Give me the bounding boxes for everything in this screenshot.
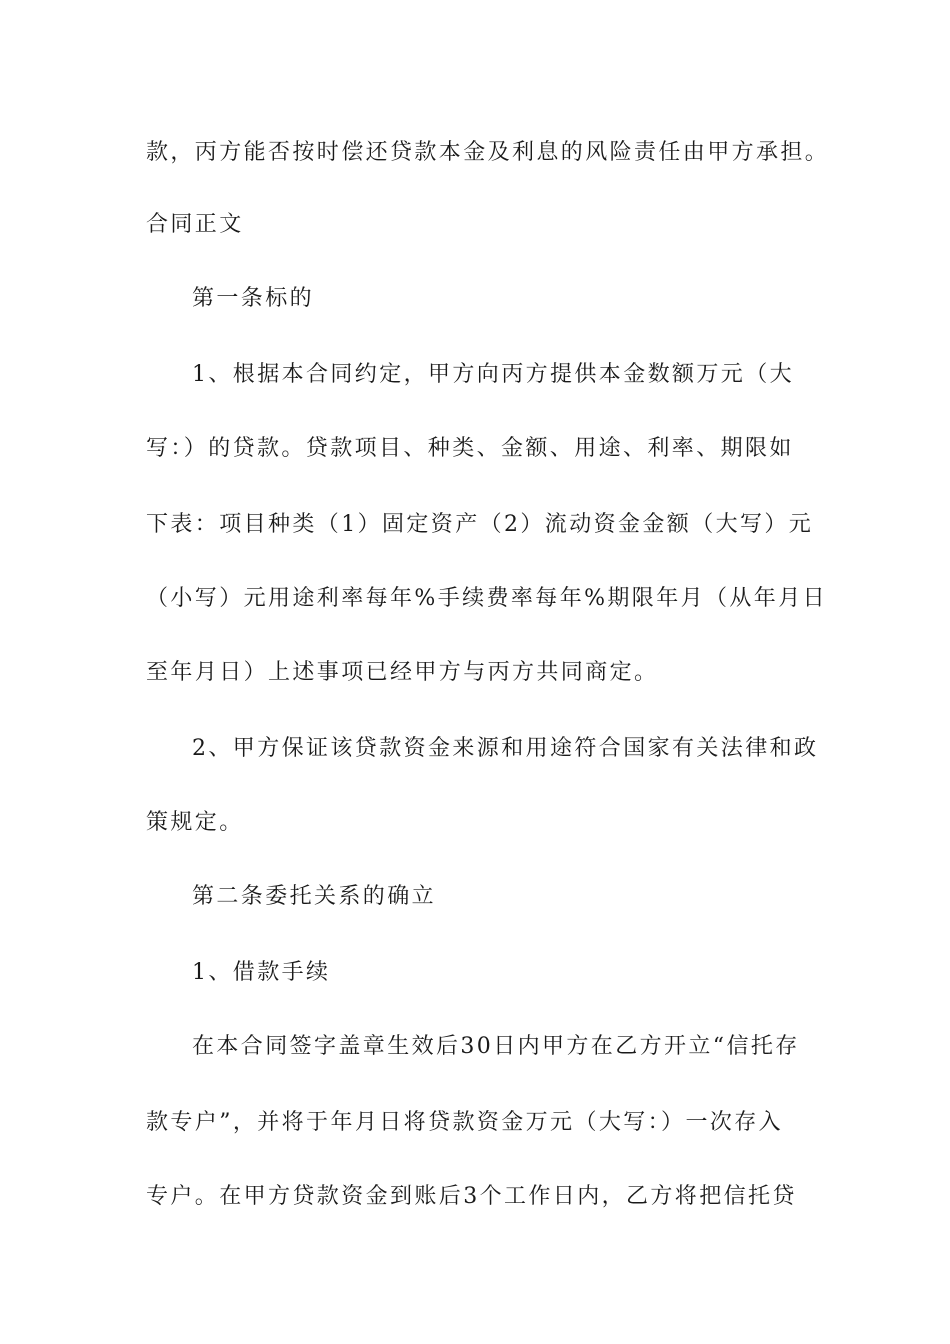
text-line-15: 专户。在甲方贷款资金到账后3个工作日内，乙方将把信托贷 <box>146 1184 797 1209</box>
text-line-8: 至年月日）上述事项已经甲方与丙方共同商定。 <box>146 660 659 685</box>
text-line-4: 1、根据本合同约定，甲方向丙方提供本金数额万元（大 <box>192 362 794 387</box>
article-heading-2: 第二条委托关系的确立 <box>192 884 437 909</box>
subsection-heading-1: 1、借款手续 <box>192 960 331 985</box>
text-line-7: （小写）元用途利率每年%手续费率每年%期限年月（从年月日 <box>146 586 828 611</box>
text-line-9: 2、甲方保证该贷款资金来源和用途符合国家有关法律和政 <box>192 736 819 761</box>
text-line-5: 写：）的贷款。贷款项目、种类、金额、用途、利率、期限如 <box>146 436 794 461</box>
text-line-1: 款，丙方能否按时偿还贷款本金及利息的风险责任由甲方承担。 <box>146 140 830 165</box>
text-line-14: 款专户”，并将于年月日将贷款资金万元（大写：）一次存入 <box>146 1110 784 1135</box>
text-line-10: 策规定。 <box>146 810 244 835</box>
section-heading-contract-body: 合同正文 <box>146 212 244 237</box>
article-heading-1: 第一条标的 <box>192 286 315 311</box>
text-line-13: 在本合同签字盖章生效后30日内甲方在乙方开立“信托存 <box>192 1034 800 1059</box>
text-line-6: 下表：项目种类（1）固定资产（2）流动资金金额（大写）元 <box>146 512 814 537</box>
